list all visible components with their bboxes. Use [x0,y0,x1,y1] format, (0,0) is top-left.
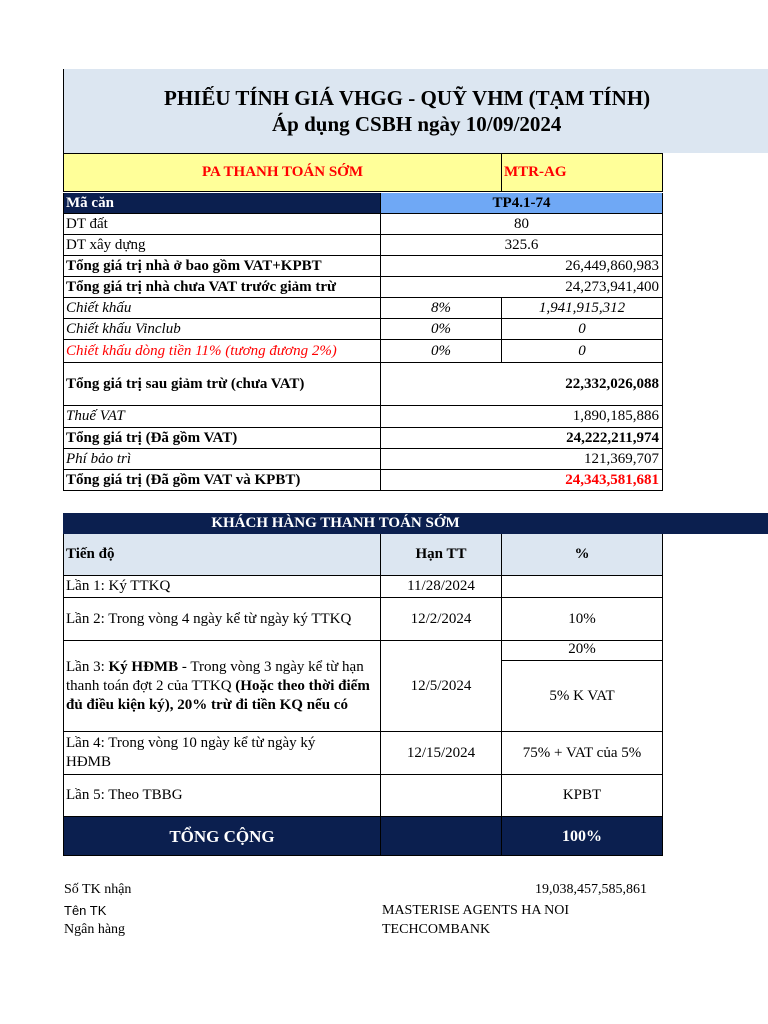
row-tong-chua-vat-label: Tổng giá trị nhà chưa VAT trước giảm trừ [63,277,380,298]
title-band [63,69,768,153]
bank-name-label: Tên TK [64,903,107,918]
row-chiet-khau-vinclub-value: 0 [501,319,663,340]
schedule-row-3-date: 12/5/2024 [380,641,501,732]
schedule-row-5-date [380,775,501,817]
schedule-row-3-pct-top: 20% [501,641,663,661]
bank-value: TECHCOMBANK [382,922,491,937]
row-sau-giam-tru-value: 22,332,026,088 [380,363,663,406]
bank-name-value: MASTERISE AGENTS HA NOI [382,903,570,918]
row-chiet-khau-vinclub-label: Chiết khấu Vinclub [63,319,380,340]
row-chiet-khau-vinclub-pct: 0% [380,319,501,340]
row-dt-dat-label: DT đất [63,214,380,235]
total-empty-cell [380,817,501,856]
schedule-col-pct: % [501,534,663,576]
row-chiet-khau-dong-tien-value: 0 [501,340,663,363]
bank-label: Ngân hàng [64,922,126,937]
schedule-row-4-step: Lần 4: Trong vòng 10 ngày kể từ ngày ký HĐMB [63,732,380,775]
row-ma-can-value: TP4.1-74 [380,193,663,214]
schedule-col-tien-do: Tiến độ [63,534,380,576]
row-dt-xay-dung-label: DT xây dựng [63,235,380,256]
row-sau-giam-tru-label: Tổng giá trị sau giảm trừ (chưa VAT) [63,363,380,406]
page-subtitle: Áp dụng CSBH ngày 10/09/2024 [272,112,562,136]
schedule-row-2-date: 12/2/2024 [380,598,501,641]
schedule-row-1-pct [501,576,663,598]
summary-header-right: MTR-AG [501,153,663,192]
row-tong-gom-vat-value: 24,222,211,974 [380,428,663,449]
bank-account-value: 19,038,457,585,861 [535,882,647,897]
row-chiet-khau-dong-tien-label: Chiết khấu dòng tiền 11% (tương đương 2%) [63,340,380,363]
row-dt-xay-dung-value: 325.6 [380,235,663,256]
summary-header-left: PA THANH TOÁN SỚM [63,153,501,192]
schedule-row-2-pct: 10% [501,598,663,641]
row-chiet-khau-pct: 8% [380,298,501,319]
schedule-row-4-date: 12/15/2024 [380,732,501,775]
schedule-row-1-date: 11/28/2024 [380,576,501,598]
page-title: PHIẾU TÍNH GIÁ VHGG - QUỸ VHM (TẠM TÍNH) [164,86,651,110]
total-pct: 100% [501,817,663,856]
row-thue-vat-value: 1,890,185,886 [380,406,663,428]
row-tong-gom-vat-kpbt-label: Tổng giá trị (Đã gồm VAT và KPBT) [63,470,380,491]
schedule-row-5-pct: KPBT [501,775,663,817]
schedule-row-4-pct: 75% + VAT của 5% [501,732,663,775]
row-tong-gia-tri-vat-kpbt-value: 26,449,860,983 [380,256,663,277]
schedule-row-3-pct-bottom: 5% K VAT [501,661,663,732]
row-chiet-khau-value: 1,941,915,312 [501,298,663,319]
schedule-banner: KHÁCH HÀNG THANH TOÁN SỚM [63,513,768,534]
schedule-row-1-step: Lần 1: Ký TTKQ [63,576,380,598]
schedule-row-2-step: Lần 2: Trong vòng 4 ngày kể từ ngày ký TTKQ [63,598,380,641]
row-tong-gom-vat-kpbt-value: 24,343,581,681 [380,470,663,491]
schedule-row-5-step: Lần 5: Theo TBBG [63,775,380,817]
row-phi-bao-tri-value: 121,369,707 [380,449,663,470]
row-tong-chua-vat-value: 24,273,941,400 [380,277,663,298]
row-tong-gom-vat-label: Tổng giá trị (Đã gồm VAT) [63,428,380,449]
row-tong-gia-tri-vat-kpbt-label: Tổng giá trị nhà ở bao gồm VAT+KPBT [63,256,380,277]
schedule-col-han-tt: Hạn TT [380,534,501,576]
total-label: TỔNG CỘNG [63,817,380,856]
row-dt-dat-value: 80 [380,214,663,235]
schedule-row-3-step: Lần 3: Ký HĐMB - Trong vòng 3 ngày kể từ hạn thanh toán đợt 2 của TTKQ (Hoặc theo thời điểm đủ điều kiện ký), 20% trừ đi tiền KQ nếu có [63,641,380,732]
bank-account-label: Số TK nhận [64,882,132,897]
row-chiet-khau-label: Chiết khấu [63,298,380,319]
row-ma-can-label: Mã căn [63,193,380,214]
row-phi-bao-tri-label: Phí bảo trì [63,449,380,470]
row-thue-vat-label: Thuế VAT [63,406,380,428]
row-chiet-khau-dong-tien-pct: 0% [380,340,501,363]
